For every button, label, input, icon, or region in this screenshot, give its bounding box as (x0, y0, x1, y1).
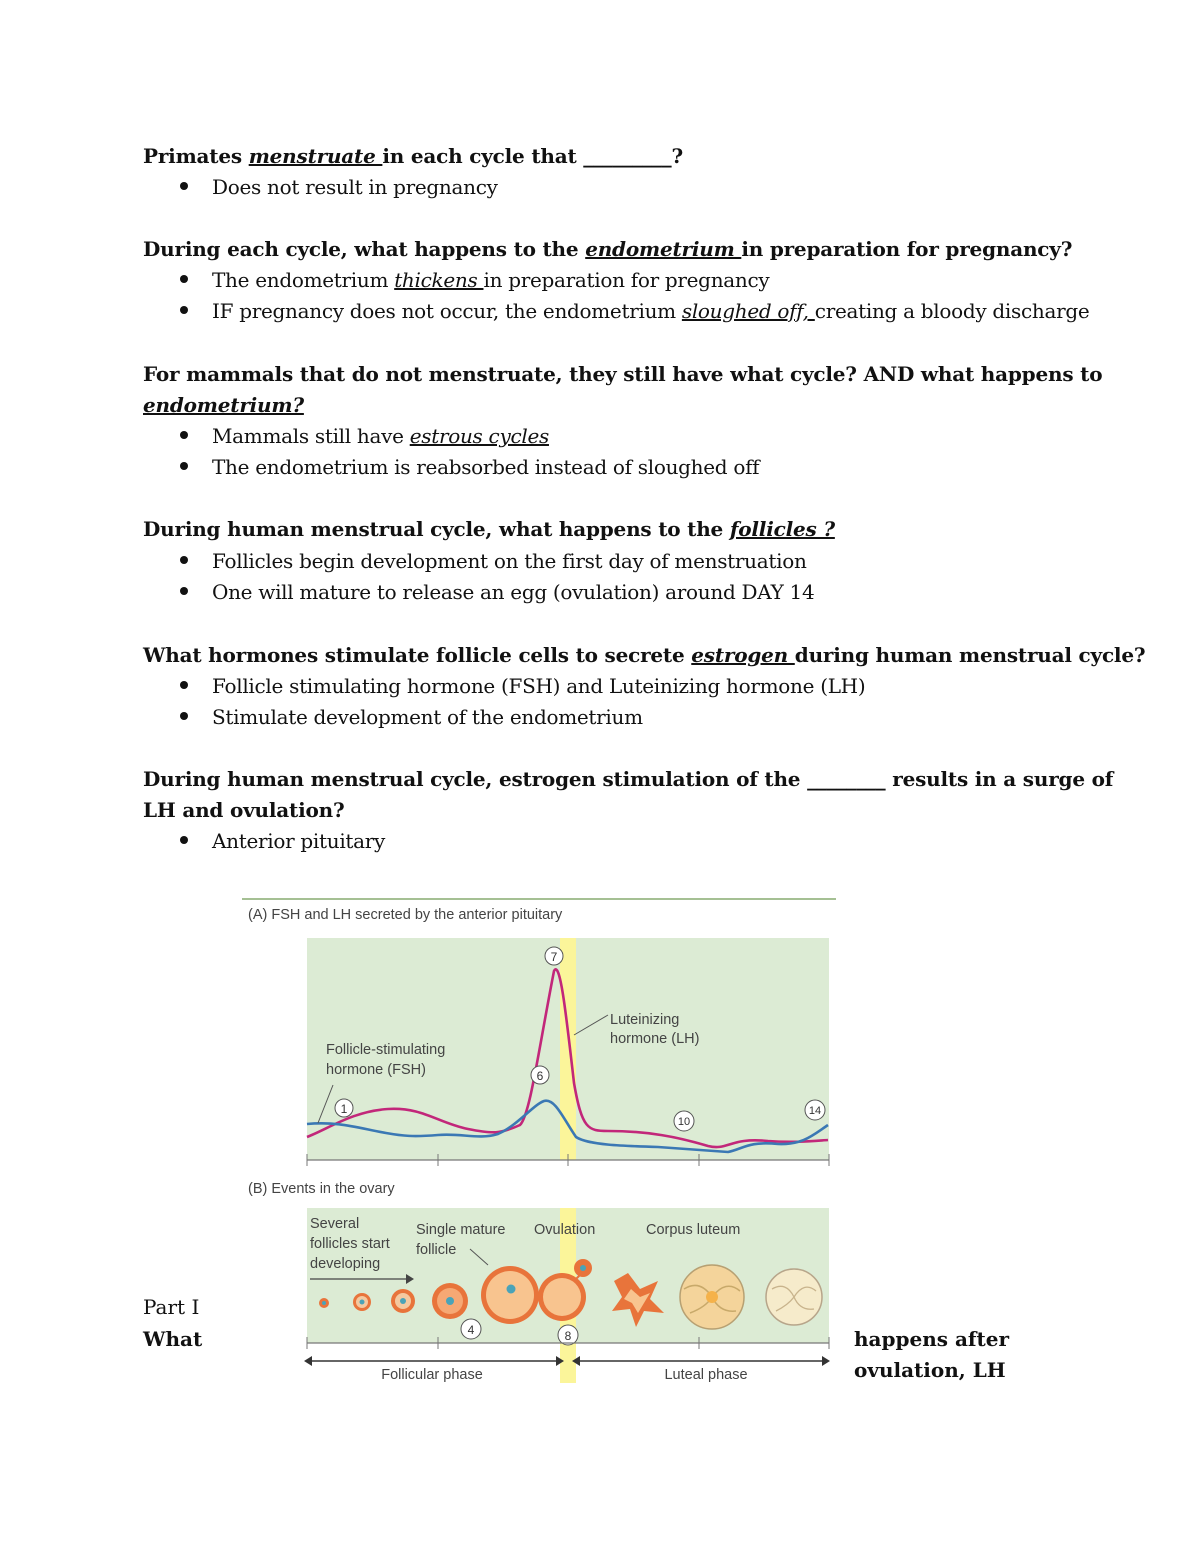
follicle-mature (481, 1266, 539, 1324)
bullet-text-end: creating a bloody discharge (814, 299, 1090, 323)
bullet-icon (180, 836, 188, 844)
lh-label-line2: hormone (LH) (610, 1031, 700, 1047)
bullet-item (180, 296, 1089, 327)
q5-text-end: during human menstrual cycle? (794, 643, 1146, 667)
bullet-text: Anterior pituitary (212, 829, 386, 853)
q2-text: During each cycle, what happens to the (143, 237, 586, 261)
part-question-continued: happens after (854, 1327, 1010, 1351)
svg-text:4: 4 (467, 1323, 475, 1337)
bullet-keyword: estrous cycles (409, 424, 549, 448)
marker-10 (674, 1111, 694, 1131)
bullet-text: The endometrium (212, 268, 395, 292)
bullet-icon (180, 431, 188, 439)
q1-keyword: menstruate (248, 144, 383, 168)
bullet-icon (180, 182, 188, 190)
q2-keyword: endometrium (585, 237, 742, 261)
bullet-icon (180, 306, 188, 314)
q5-text: What hormones stimulate follicle cells to secrete (143, 643, 692, 667)
part-label: Part I (143, 1295, 200, 1319)
q3-text: For mammals that do not menstruate, they still have what cycle? AND what happens to (143, 362, 1103, 386)
bullet-text: One will mature to release an egg (ovulation) around DAY 14 (212, 580, 815, 604)
several-label-line3: developing (310, 1256, 381, 1272)
q5-keyword: estrogen (691, 643, 795, 667)
bullet-item (180, 546, 807, 577)
fsh-label-line1: Follicle-stimulating (326, 1042, 446, 1058)
lh-label-line1: Luteinizing (610, 1012, 680, 1028)
menstrual-cycle-figure (238, 893, 838, 1388)
follicle-small-2 (353, 1293, 371, 1311)
svg-text:8: 8 (564, 1329, 572, 1343)
bullet-keyword: thickens (394, 268, 484, 292)
bullet-item (180, 671, 865, 702)
follicular-phase-label: Follicular phase (381, 1367, 483, 1383)
arrowhead (822, 1356, 830, 1366)
svg-text:14: 14 (808, 1105, 822, 1117)
q4-text: During human menstrual cycle, what happens to the (143, 517, 730, 541)
svg-text:1: 1 (340, 1102, 348, 1116)
bullet-icon (180, 712, 188, 720)
svg-text:6: 6 (536, 1069, 544, 1083)
bullet-text: Mammals still have (212, 424, 410, 448)
bullet-icon (180, 587, 188, 595)
q3-keyword: endometrium? (143, 393, 304, 417)
ovulation-label: Ovulation (534, 1222, 596, 1238)
marker-7 (545, 947, 563, 965)
bullet-item (180, 452, 759, 483)
bullet-text: Follicles begin development on the first day of menstruation (212, 549, 807, 573)
bullet-item (180, 172, 498, 203)
follicle-small-3 (391, 1289, 415, 1313)
bullet-item (180, 826, 385, 857)
bullet-text: Does not result in pregnancy (212, 175, 498, 199)
q6-text: During human menstrual cycle, estrogen stimulation of the ________ results in a surge of (143, 767, 1114, 791)
question-5 (143, 640, 1145, 671)
marker-1 (335, 1099, 353, 1117)
luteal-phase-label: Luteal phase (664, 1367, 748, 1383)
bullet-icon (180, 556, 188, 564)
single-label-line2: follicle (416, 1242, 457, 1258)
part-question-start: What (143, 1327, 203, 1351)
bullet-keyword: sloughed off, (681, 299, 815, 323)
svg-text:10: 10 (677, 1116, 691, 1128)
several-label-line2: follicles start (310, 1236, 390, 1252)
part-question-line2: ovulation, LH (854, 1358, 1006, 1382)
bullet-text: The endometrium is reabsorbed instead of sloughed off (212, 455, 760, 479)
marker-8 (558, 1325, 578, 1345)
bullet-icon (180, 462, 188, 470)
q4-keyword: follicles ? (729, 517, 835, 541)
bullet-item (180, 577, 814, 608)
bullet-item (180, 421, 549, 452)
fsh-label-line2: hormone (FSH) (326, 1062, 426, 1078)
question-6-line2 (143, 795, 344, 826)
panel-b-title: (B) Events in the ovary (248, 1181, 395, 1197)
single-label-line1: Single mature (416, 1222, 506, 1238)
q1-text-end: in each cycle that _________? (382, 144, 683, 168)
question-4 (143, 514, 835, 545)
bullet-item (180, 265, 769, 296)
q1-text: Primates (143, 144, 249, 168)
bullet-text: Stimulate development of the endometrium (212, 705, 643, 729)
q2-text-end: in preparation for pregnancy? (741, 237, 1073, 261)
marker-4 (461, 1319, 481, 1339)
follicle-medium (432, 1283, 468, 1319)
corpus-luteum-label: Corpus luteum (646, 1222, 741, 1238)
question-2 (143, 234, 1072, 265)
marker-14 (805, 1100, 825, 1120)
bullet-text: Follicle stimulating hormone (FSH) and Luteinizing hormone (LH) (212, 674, 866, 698)
q6-text-line2: LH and ovulation? (143, 798, 345, 822)
follicle-small-1 (319, 1298, 329, 1308)
bullet-text-end: in preparation for pregnancy (483, 268, 770, 292)
svg-text:7: 7 (550, 950, 558, 964)
question-3 (143, 359, 1102, 390)
question-6 (143, 764, 1113, 795)
panel-a-title: (A) FSH and LH secreted by the anterior pituitary (248, 907, 563, 923)
bullet-icon (180, 681, 188, 689)
bullet-item (180, 702, 643, 733)
question-1 (143, 141, 683, 172)
arrowhead (304, 1356, 312, 1366)
corpus-luteum-mature (680, 1265, 744, 1329)
bullet-icon (180, 275, 188, 283)
bullet-text: IF pregnancy does not occur, the endometrium (212, 299, 682, 323)
marker-6 (531, 1066, 549, 1084)
question-3-line2 (143, 390, 304, 421)
corpus-albicans (766, 1269, 822, 1325)
several-label-line1: Several (310, 1216, 360, 1232)
